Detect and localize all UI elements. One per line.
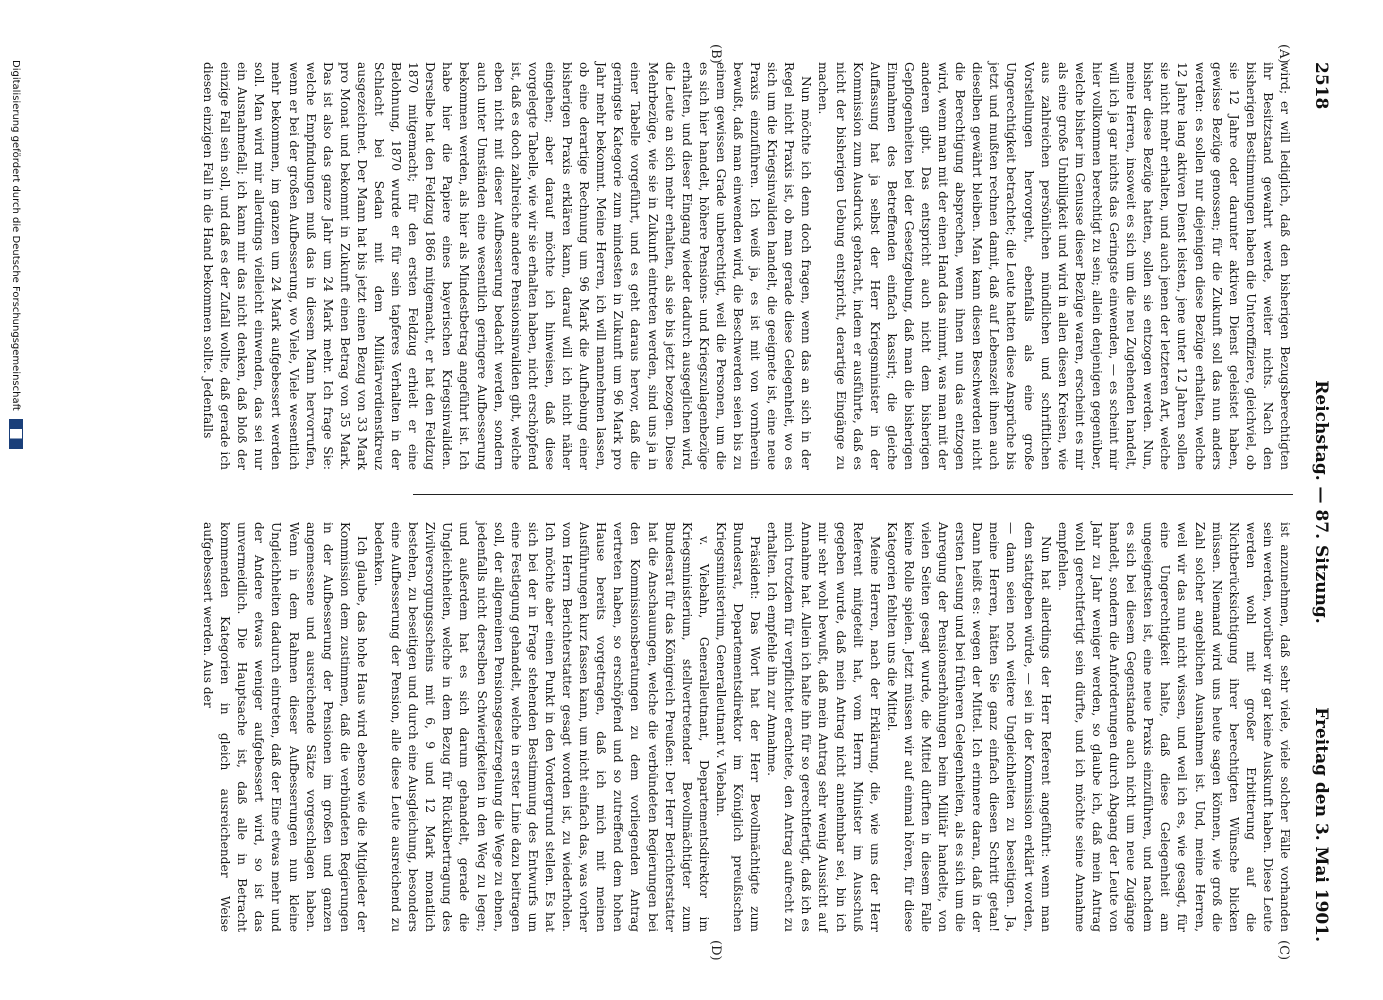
digitization-credit bbox=[9, 60, 23, 960]
credit-text: Digitalisierung gefördert durch die Deutsche Forschungsgemeinschaft bbox=[10, 60, 22, 411]
speaker-paragraph: v. Viebahn, Generalleutnant, Departementsdirektor im Kriegsministerium, stellvertretender Bevollmächtigter zum Bundesrat für das Königreich Preußen: Der Herr Berichterstatter hat die Anschauungen, welche die verbündeten Regierungen bei den Kommissionsberatungen zu dem vorliegenden Antrag vertreten haben, so erschöpfend und so zutreffend dem hohen Hause bereits vorgetragen, daß ich mich mit meinen Ausführungen kurz fassen kann, um nicht einfach das, was vorher vom Herrn Berichterstatter gesagt worden ist, zu wiederholen. Ich möchte aber einen Punkt in den Vordergrund stellen. Es hat sich bei der in Frage stehenden Bestimmung des Entwurfs um eine Festlegung gehandelt, welche in erster Linie dazu beitragen soll, der allgemeinen Pensionsgesetzregelung die Wege zu ebnen, jedenfalls nicht derselben Schwierigkeiten in den Weg zu legen; und außerdem hat es sich darum gehandelt, gerade die Ungleichheiten, welche in dem Bezug für Rückübertragung des Zivilversorgungsscheins mit 6, 9 und 12 Mark monatlich bestehen, zu beseitigen und durch eine Ausgleichung, besonders eine Aufbesserung der Pension, alle diese Leute ausreichend zu bedenken. bbox=[372, 522, 711, 932]
session-title: Reichstag. — 87. Sitzung. bbox=[1311, 380, 1331, 624]
margin-marker-b: (B) bbox=[708, 44, 723, 64]
paragraph: Nun möchte ich denn doch fragen, wenn das an sich in der Regel nicht Praxis ist, ob man gerade diese Gelegenheit, wo es sich um die Kriegsinvaliden handelt, die geeignete ist, eine neue Praxis einzuführen. Ich weiß ja, es ist mit von vornherein bewußt, daß man einwenden wird, die Beschwerden seien bis zu einem gewissen Grade unberechtigt, weil die Personen, um die es sich hier handelt, höhere Pensions- und Kriegszulagenbezüge erhalten, und dieser Eingang wieder dadurch ausgeglichen wird, die Leute an sich mehr erhalten, als sie bis jetzt bezogen. Diese Mehrbezüge, wie sie in Zukunft eintreten werden, sind uns ja in einer Tabelle vorgeführt, und es geht daraus hervor, daß die geringste Kategorie zum mindesten in Zukunft um 96 Mark pro Jahr mehr bekommt. Meine Herren, ich will mannehmen lassen, ob eine derartige Rechnung um 96 Mark die Aufhebung einer bisherigen Praxis erklären kann, darauf will ich nicht näher eingehen; aber darauf möchte ich hinweisen, daß diese vorgelegte Tabelle, wie wir sie erhalten haben, nicht erschöpfend ist, daß es doch zahlreiche andere Pensionsinvaliden gibt, welche eben nicht mit dieser Aufbesserung bedacht werden, sondern auch unter Umständen eine wesentlich geringere Aufbesserung bekommen werden, als hier als Mindestbetrag angeführt ist. Ich habe hier die Papiere eines bayerischen Kriegsinvaliden. Derselbe hat den Feldzug 1866 mitgemacht, er hat den Feldzug 1870 mitgemacht; für den ersten Feldzug erhielt er eine Belohnung, 1870 wurde er für sein tapferes Verhalten in der Schlacht bei Sedan mit dem Militärverdienstkreuz ausgezeichnet. Der Mann hat bis jetzt einen Bezug von 33 Mark pro Monat und bekommt in Zukunft einen Betrag von 35 Mark. Das ist also das ganze Jahr um 24 Mark mehr. Ich frage Sie: welche Empfindungen muß das in diesem Mann hervorrufen, wenn er bei der großen Aufbesserung, wo Viele, Viele wesentlich mehr bekommen, im ganzen um 24 Mark aufgebessert werden soll. Man wird mir allerdings vielleicht einwenden, das sei nur ein Ausnahmefall; ich kann mir das nicht denken, daß bloß der einzige Fall sein soll, und daß es der Zufall wollte, daß gerade ich diesen einzigen Fall in die Hand bekommen sollte. Jedenfalls bbox=[201, 62, 814, 470]
page-header bbox=[1301, 62, 1331, 942]
right-text-column bbox=[201, 522, 1293, 932]
column-divider bbox=[413, 494, 1293, 495]
margin-marker-a: (A) bbox=[1276, 44, 1291, 64]
paragraph: ist anzunehmen, daß sehr viele, viele solcher Fälle vorhanden sein werden, worüber wir gar keine Auskunft haben. Diese Leute werden wohl mit großer Erbitterung auf die Nichtberücksichtigung ihrer berechtigten Wünsche blicken müssen. Niemand wird uns heute sagen können, wie groß die Zahl solcher angeblichen Ausnahmen ist. Und, meine Herren, weil wir das nun nicht wissen, und weil ich es, wie gesagt, für eine Ungerechtigkeit halte, daß diese Gelegenheit am ungeeignetsten ist, eine neue Praxis einzuführen, und nachdem es sich bei diesem Gegenstande auch nicht um neue Zugänge handelt, sondern die Anforderungen durch Abgang der Leute von Jahr zu Jahr weniger werden, so glaube ich, daß mein Antrag wohl gerechtfertigt sein dürfte, und ich möchte seine Annahme empfehlen. bbox=[1055, 522, 1292, 932]
paragraph: wird; er will lediglich, daß den bisherigen Bezugsberechtigten ihr Besitzstand gewahrt werde, weiter nichts. Nach den bisherigen Bestimmungen haben die Unteroffiziere, gleichviel, ob sie 12 Jahre oder darunter aktiven Dienst geleistet haben, gewisse Bezüge genossen; für die Zukunft soll das nun anders werden: es sollen nur diejenigen diese Bezüge erhalten, welche 12 Jahre lang aktiven Dienst leisten, jene unter 12 Jahren sollen sie nicht mehr erhalten, und auch jenen der letzteren Art, welche bisher diese Bezüge hatten, sollen sie entzogen werden. Nun, meine Herren, insoweit es sich um die neu Zugehenden handelt, will ich ja gar nichts das Geringste einwenden, — es scheint mir hier vollkommen berechtigt zu sein; allein denjenigen gegenüber, welche bisher im Genusse dieser Bezüge waren, erscheint es mir als eine große Unbilligkeit und wird in allen diesen Kreisen, wie aus zahlreichen persönlichen mündlichen und schriftlichen Vorstellungen hervorgeht, ebenfalls als eine große Ungerechtigkeit betrachtet; die Leute hatten diese Ansprüche bis jetzt und mußten rechnen damit, daß auf Lebenszeit ihnen auch dieselben gewährt bleiben. Man kann diesen Beschwerden nicht die Berechtigung absprechen, wenn ihnen nun das entzogen wird, wenn man mit der einen Hand das nimmt, was man mit der anderen gibt. Das entspricht auch nicht dem bisherigen Gepflogenheiten bei der Gesetzgebung, daß man die bisherigen Einnahmen des Betreffenden einfach kassirt; die gleiche Auffassung hat ja selbst der Herr Kriegsminister in der Kommission zum Ausdruck gebracht, indem er ausführte, daß es nicht der bisherigen Uebung entspricht, derartige Eingänge zu machen. bbox=[816, 62, 1292, 470]
left-text-column bbox=[201, 62, 1293, 470]
page-number: 2518 bbox=[1311, 62, 1331, 110]
paragraph: Nun hat allerdings der Herr Referent angeführt: wenn man dem stattgeben würde, — sei in der Kommission erklärt worden, — dann seien noch weitere Ungleichheiten zu beseitigen. Ja, meine Herren, hätten Sie ganz einfach diesen Schritt getan! Dann heißt es: wegen der Mittel. Ich erinnere daran, daß in der ersten Lesung und bei früheren Gelegenheiten, als es sich um die Anregung der Pensionserhöhungen beim Militär handelte, von vielen Seiten gesagt wurde, die Mittel dürften in diesem Falle keine Rolle spielen. Jetzt müssen wir auf einmal hören, für diese Kategorien fehlten uns die Mittel. bbox=[884, 522, 1053, 932]
margin-marker-d: (D) bbox=[708, 940, 723, 961]
dfg-logo bbox=[9, 419, 23, 449]
paragraph: Ich glaube, das hohe Haus wird ebenso wie die Mitglieder der Kommission dem zustimmen, daß die verbündeten Regierungen in der Aufbesserung der Pensionen im großen und ganzen angemessene und ausreichende Sätze vorgeschlagen haben. Wenn in dem Rahmen dieser Aufbesserungen nun kleine Ungleichheiten dadurch eintreten, daß der Eine etwas mehr und der Andere etwas weniger aufgebessert wird, so ist das unvermeidlich. Die Hauptsache ist, daß alle in Betracht kommenden Kategorien in gleich ausreichender Weise aufgebessert werden. Aus der bbox=[201, 522, 369, 932]
paragraph: Meine Herren, nach der Erklärung, die, wie uns der Herr Referent mitgeteilt hat, vom Herrn Minister im Ausschuß gegeben wurde, daß mein Antrag nicht annehmbar sei, bin ich mir sehr wohl bewußt, daß mein Antrag sehr wenig Aussicht auf Annahme hat. Allein ich halte ihn für so gerechtfertigt, daß ich es mich trotzdem für verpflichtet erachtete, den Antrag aufrecht zu erhalten. Ich empfehle ihn zur Annahme. bbox=[765, 522, 882, 932]
session-date: Freitag den 3. Mai 1901. bbox=[1311, 707, 1331, 942]
margin-marker-c: (C) bbox=[1276, 940, 1291, 961]
speaker-paragraph: Präsident: Das Wort hat der Herr Bevollmächtigte zum Bundesrat, Departementsdirektor im Königlich preußischen Kriegsministerium, Generalleutnant v. Viebahn. bbox=[713, 522, 763, 932]
